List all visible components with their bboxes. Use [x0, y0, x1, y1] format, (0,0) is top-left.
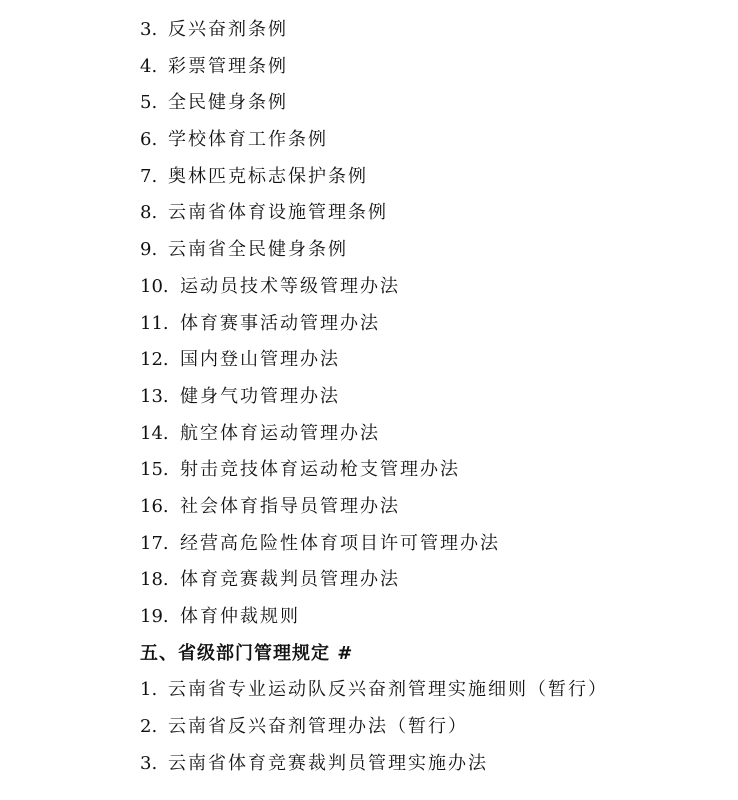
item-text: 彩票管理条例 — [168, 55, 288, 77]
item-text: 国内登山管理办法 — [180, 349, 340, 371]
item-number: 12. — [140, 349, 169, 371]
item-number: 2. — [140, 716, 158, 738]
item-number: 4. — [140, 55, 158, 77]
list-item — [140, 159, 730, 196]
item-number: 9. — [140, 239, 158, 261]
item-text: 体育竞赛裁判员管理办法 — [180, 569, 400, 591]
list-item — [140, 562, 730, 599]
item-number: 13. — [140, 385, 169, 407]
item-text: 社会体育指导员管理办法 — [180, 495, 400, 517]
list-item — [140, 672, 730, 709]
item-text: 体育仲裁规则 — [180, 606, 300, 627]
item-text: 云南省反兴奋剂管理办法（暂行） — [168, 716, 468, 738]
item-number: 3. — [140, 752, 158, 774]
item-number: 17. — [140, 532, 169, 554]
item-text: 云南省专业运动队反兴奋剂管理实施细则（暂行） — [168, 679, 608, 701]
item-number: 8. — [140, 202, 158, 224]
item-number: 5. — [140, 92, 158, 114]
item-number: 3. — [140, 19, 158, 40]
item-text: 体育赛事活动管理办法 — [180, 312, 380, 334]
item-text: 运动员技术等级管理办法 — [180, 275, 400, 297]
list-item — [140, 599, 730, 636]
item-text: 学校体育工作条例 — [168, 129, 328, 151]
item-text: 奥林匹克标志保护条例 — [168, 165, 368, 187]
list-item — [140, 306, 730, 343]
list-item — [140, 342, 730, 379]
list-item — [140, 379, 730, 416]
item-number: 10. — [140, 275, 169, 297]
item-number: 16. — [140, 495, 169, 517]
item-text: 云南省全民健身条例 — [168, 239, 348, 261]
list-item — [140, 269, 730, 306]
item-text: 全民健身条例 — [168, 92, 288, 114]
provincial-regulations-list — [140, 672, 730, 782]
item-number: 19. — [140, 606, 169, 627]
document-body — [140, 12, 730, 782]
list-item — [140, 85, 730, 122]
list-item — [140, 122, 730, 159]
list-item — [140, 232, 730, 269]
item-text: 经营高危险性体育项目许可管理办法 — [180, 532, 500, 554]
regulations-list — [140, 12, 730, 636]
item-number: 11. — [140, 312, 169, 334]
item-number: 15. — [140, 459, 169, 481]
list-item — [140, 746, 730, 783]
item-text: 云南省体育竞赛裁判员管理实施办法 — [168, 752, 488, 774]
list-item — [140, 452, 730, 489]
item-text: 云南省体育设施管理条例 — [168, 202, 388, 224]
item-number: 6. — [140, 129, 158, 151]
list-item — [140, 416, 730, 453]
item-text: 射击竞技体育运动枪支管理办法 — [180, 459, 460, 481]
list-item — [140, 12, 730, 49]
item-text: 反兴奋剂条例 — [168, 19, 288, 40]
list-item — [140, 489, 730, 526]
item-number: 7. — [140, 165, 158, 187]
list-item — [140, 195, 730, 232]
section-heading: 五、省级部门管理规定 # — [140, 642, 354, 664]
item-text: 航空体育运动管理办法 — [180, 422, 380, 444]
item-number: 1. — [140, 679, 158, 701]
item-number: 14. — [140, 422, 169, 444]
list-item — [140, 709, 730, 746]
list-item — [140, 526, 730, 563]
item-number: 18. — [140, 569, 169, 591]
list-item — [140, 49, 730, 86]
item-text: 健身气功管理办法 — [180, 385, 340, 407]
